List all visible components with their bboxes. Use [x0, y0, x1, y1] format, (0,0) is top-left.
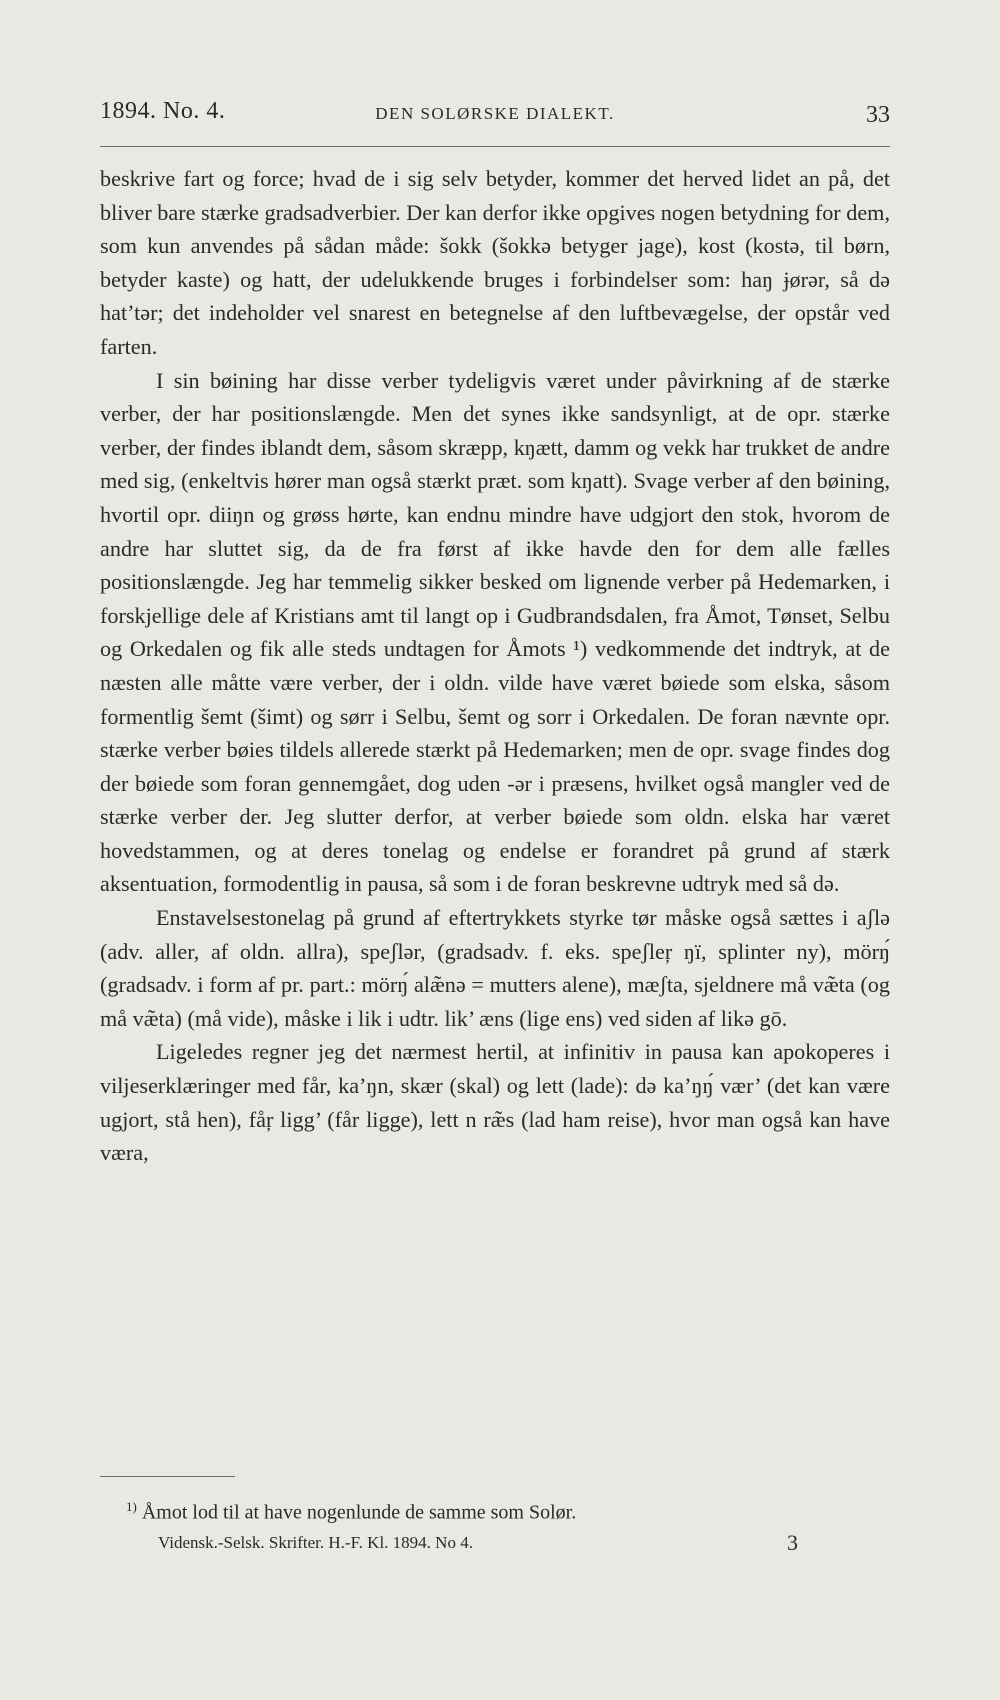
paragraph-3: Enstavelsestonelag på grund af eftertrykkets styrke tør måske også sættes i aʃlə (adv. aller, af oldn. allra), speʃlər, (gradsadv. f. eks. speʃleŗ ŋï, splinter ny), mörŋ́ (gradsadv. i form af pr. part.: mörŋ́ alæ̃nə = mutters alene), mæʃta, sjeldnere må væ̃ta (og må væ̃ta) (må vide), måske i lik i udtr. lik’ æns (lige ens) ved siden af likə gō. — [100, 905, 890, 1031]
page-number: 33 — [866, 102, 890, 128]
header-title: DEN SOLØRSKE DIALEKT. — [375, 104, 615, 123]
signature-mark: 3 — [787, 1530, 798, 1555]
paragraph-1: beskrive fart og force; hvad de i sig selv betyder, kommer det herved lidet an på, det bliver bare stærke gradsadverbier. Der kan derfor ikke opgives nogen betydning for dem, som kun anvendes på sådan måde: šokk (šokkə betyger jage), kost (kostə, til børn, betyder kaste) og hatt, der udelukkende bruges i forbindelser som: haŋ ɉørər, så də hat’tər; det indeholder vel snarest en betegnelse af den luftbevægelse, der opstår ved farten. — [100, 166, 890, 359]
body-text — [100, 162, 890, 1170]
paragraph-4: Ligeledes regner jeg det nærmest hertil, at infinitiv in pausa kan apokoperes i viljeserklæringer med får, ka’ŋn, skær (skal) og lett (lade): də ka’ŋŋ́ vær’ (det kan være ugjort, stå hen), fåŗ ligg’ (får ligge), lett n ræ̃s (lad ham reise), hvor man også kan have væra, — [100, 1039, 890, 1166]
running-header — [100, 98, 890, 138]
footnote — [126, 1492, 576, 1528]
footnote-text: Åmot lod til at have nogenlunde de samme som Solør. — [141, 1501, 577, 1524]
footnote-mark: 1) — [126, 1499, 137, 1514]
footnote-rule — [100, 1476, 235, 1477]
imprint-text: Vidensk.-Selsk. Skrifter. H.-F. Kl. 1894. No 4. — [158, 1533, 473, 1552]
paragraph-2: I sin bøining har disse verber tydeligvis været under påvirkning af de stærke verber, der har positionslængde. Men det synes ikke sandsynligt, at de opr. stærke verber, der findes iblandt dem, såsom skræpp, kŋætt, damm og vekk har trukket de andre med sig, (enkeltvis hører man også stærkt præt. som kŋatt). Svage verber af den bøining, hvortil opr. diiŋn og grøss hørte, kan endnu mindre have udgjort den stok, hvorom de andre har sluttet sig, da de fra først af ikke havde den for dem alle fælles positionslængde. Jeg har temmelig sikker besked om lignende verber på Hedemarken, i forskjellige dele af Kristians amt til langt op i Gudbrandsdalen, fra Åmot, Tønset, Selbu og Orkedalen og fik alle steds undtagen for Åmots ¹) vedkommende det indtryk, at de næsten alle måtte være verber, der i oldn. vilde have været bøiede som elska, såsom formentlig šemt (šimt) og sørr i Selbu, šemt og sorr i Orkedalen. De foran nævnte opr. stærke verber bøies tildels allerede stærkt på Hedemarken; men de opr. svage findes dog der bøiede som foran gennemgået, dog uden -ər i præsens, hvilket også mangler ved de stærke verber der. Jeg slutter derfor, at verber bøiede som oldn. elska har været hovedstammen, og at deres tonelag og endelse er forandret på grund af stærk aksentuation, formodentlig in pausa, så som i de foran beskrevne udtryk med så də. — [100, 367, 890, 897]
header-rule — [100, 146, 890, 147]
imprint — [158, 1528, 798, 1558]
header-issue: 1894. No. 4. — [100, 98, 226, 124]
